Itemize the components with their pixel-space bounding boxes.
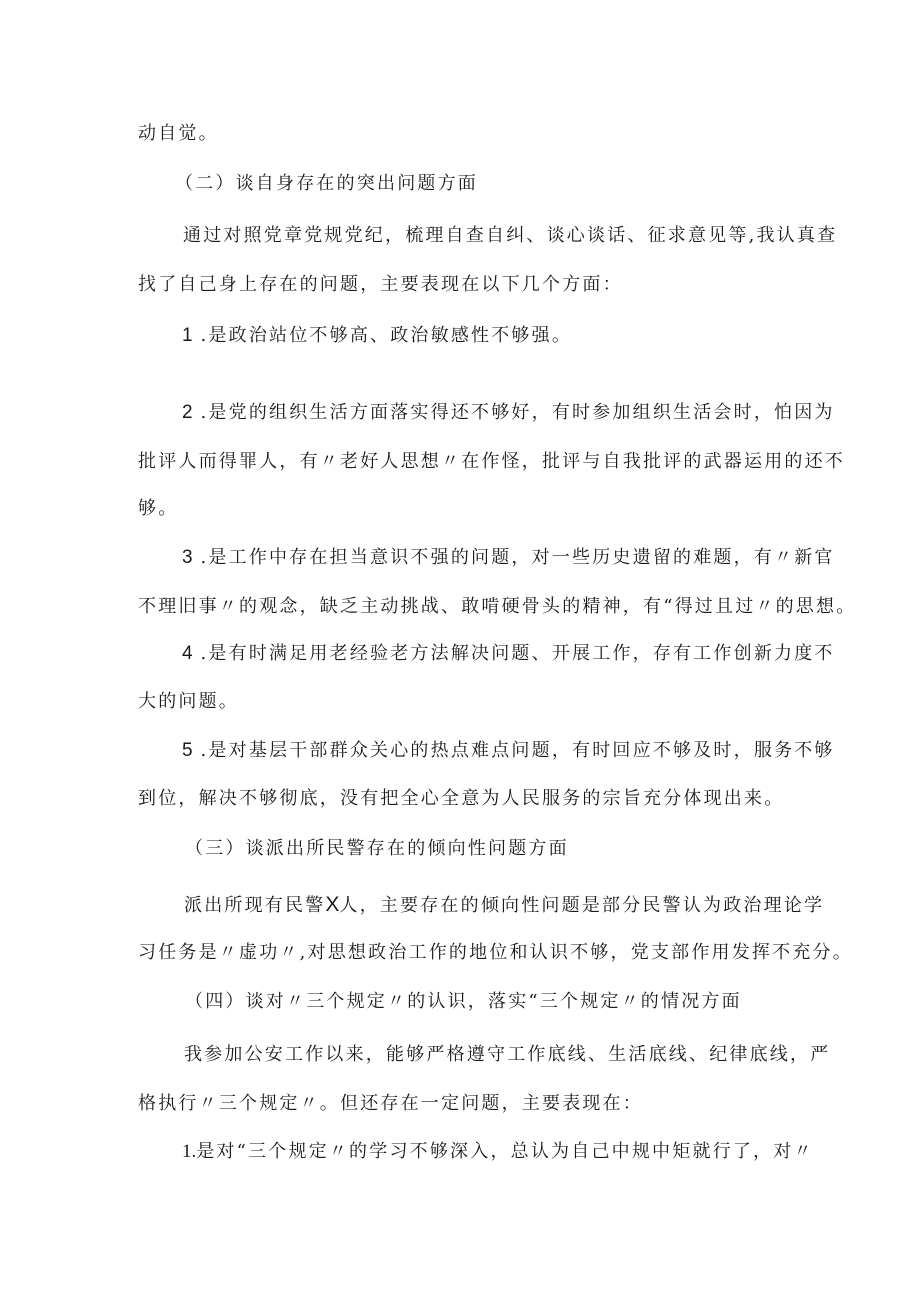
list-item-1	[182, 324, 572, 348]
item-number: 1.	[182, 1141, 197, 1162]
officer-count-placeholder: X	[325, 893, 340, 916]
line-text: 不理旧事〃的观念，缺乏主动挑战、敢啃硬骨头的精神，有“得过且过〃的思想。	[138, 596, 857, 617]
line-text: 派出所现有民警	[184, 895, 326, 916]
item-number: 2	[182, 402, 193, 423]
section-heading-2	[175, 172, 478, 196]
heading-text: （四）谈对〃三个规定〃的认识，落实“三个规定〃的情况方面	[185, 991, 742, 1012]
line-text: 格执行〃三个规定〃。但还存在一定问题，主要表现在：	[138, 1093, 643, 1114]
paragraph-line	[138, 273, 623, 297]
line-text: .是政治站位不够高、政治敏感性不够强。	[192, 325, 573, 346]
item-number: 1	[182, 325, 193, 346]
item-number: 4	[182, 643, 193, 664]
line-text: .是工作中存在担当意识不强的问题，对一些历史遗留的难题，有〃新官	[192, 547, 835, 568]
item-number: 3	[182, 547, 193, 568]
paragraph-line	[138, 690, 239, 714]
paragraph-line	[183, 224, 837, 248]
list-item-5	[182, 739, 835, 763]
line-text: 到位，解决不够彻底，没有把全心全意为人民服务的宗旨充分体现出来。	[138, 788, 785, 809]
line-text: .是对基层干部群众关心的热点难点问题，有时回应不够及时，服务不够	[192, 740, 835, 761]
list-item-3	[182, 546, 835, 570]
line-text: 人，主要存在的倾向性问题是部分民警认为政治理论学	[339, 895, 825, 916]
list-item-2	[182, 401, 835, 425]
line-text: 习任务是〃虚功〃,对思想政治工作的地位和认识不够，党支部作用发挥不充分。	[138, 942, 853, 963]
list-item-1-rules	[182, 1140, 814, 1164]
line-text: 动自觉。	[138, 123, 219, 144]
line-text: 大的问题。	[138, 691, 239, 712]
heading-text: （三）谈派出所民警存在的倾向性问题方面	[185, 838, 569, 859]
section-heading-3	[185, 837, 569, 861]
paragraph-line	[184, 893, 824, 918]
line-text: 通过对照党章党规党纪，梳理自查自纠、谈心谈话、征求意见等,我认真查	[183, 225, 838, 246]
heading-text: （二）谈自身存在的突出问题方面	[175, 173, 478, 194]
line-text: 批评人而得罪人，有〃老好人思想〃在作怪，批评与自我批评的武器运用的还不	[138, 451, 845, 472]
paragraph-line	[138, 787, 784, 811]
line-text: 是对“三个规定〃的学习不够深入，总认为自己中规中矩就行了，对〃	[196, 1141, 814, 1162]
section-heading-4	[185, 990, 742, 1014]
paragraph-line	[138, 497, 178, 521]
paragraph-line	[184, 1043, 830, 1067]
paragraph-line	[138, 450, 845, 474]
line-text: 找了自己身上存在的问题，主要表现在以下几个方面：	[138, 274, 623, 295]
line-text: .是党的组织生活方面落实得还不够好，有时参加组织生活会时，怕因为	[192, 402, 835, 423]
paragraph-line	[138, 941, 853, 965]
line-text: .是有时满足用老经验老方法解决问题、开展工作，存有工作创新力度不	[192, 643, 835, 664]
paragraph-line	[138, 122, 219, 146]
line-text: 我参加公安工作以来，能够严格遵守工作底线、生活底线、纪律底线，严	[184, 1044, 831, 1065]
paragraph-line	[138, 1092, 643, 1116]
line-text: 够。	[138, 498, 179, 519]
item-number: 5	[182, 740, 193, 761]
list-item-4	[182, 642, 835, 666]
paragraph-line	[138, 595, 856, 619]
